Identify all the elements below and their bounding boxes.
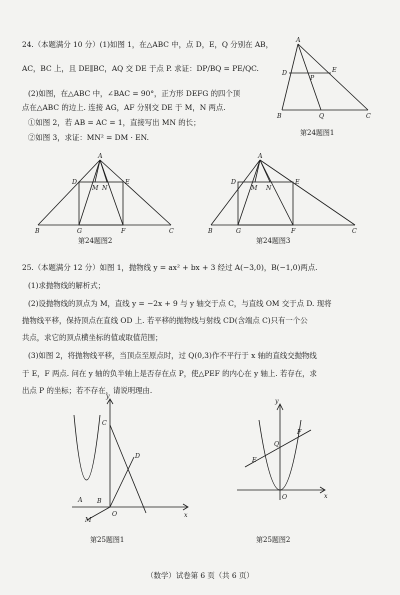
q24-line-5: ①如图 2，若 AB = AC = 1，直接写出 MN 的长； [28,118,201,127]
label-C: C [352,228,357,235]
fig24-1-diagram [276,37,376,120]
label-E: E [252,457,257,464]
q24-line-4: 点在△ABC 的边上. 连接 AG，AF 分别交 DE 于 M，N 两点. [22,103,226,112]
q24-line-3: (2)如图，在△ABC 中，∠BAC = 90°，正方形 DEFG 的四个顶 [28,89,241,98]
fig25-1-graph [70,395,190,525]
q25-line-7: 于 E，F 两点. 问在 y 轴的负半轴上是否存在点 P，使△PEF 的内心在 y 轴上. 若存在，求 [22,369,317,378]
label-B: B [97,498,102,505]
fig24-3-caption: 第24题图3 [256,237,291,245]
label-A: A [296,37,301,44]
label-E: E [332,67,337,74]
label-D: D [135,453,140,460]
label-A: A [78,497,83,504]
label-B: B [35,228,40,235]
label-y: y [275,398,279,405]
q25-line-8: 出点 P 的坐标；若不存在，请说明理由. [22,386,153,395]
label-B: B [277,113,282,120]
label-E: E [125,179,130,186]
label-M: M [92,185,99,192]
label-E: E [295,179,300,186]
fig24-3-diagram [208,153,358,235]
label-C: C [102,420,107,427]
label-D: D [231,179,236,186]
label-D: D [282,70,287,77]
q25-line-4: 抛物线平移，保持顶点在直线 OD 上. 若平移的抛物线与射线 CD(含端点 C)只有一个公 [22,316,308,325]
label-O: O [282,494,288,501]
label-F: F [291,228,296,235]
label-Q: Q [319,113,325,120]
fig24-2-diagram [35,153,185,235]
fig24-2-caption: 第24题图2 [78,237,113,245]
label-F: F [297,429,302,436]
label-x: x [184,512,188,519]
label-G: G [236,228,241,235]
label-F: F [121,228,126,235]
q24-line-1: 24.（本题满分 10 分）(1)如图 1，在△ABC 中，点 D，E，Q 分别在 AB， [22,40,273,49]
label-N: N [266,185,272,192]
fig25-2-graph [235,400,345,520]
label-x: x [324,493,328,500]
fig25-1-caption: 第25题图1 [90,536,125,544]
label-N: N [102,185,108,192]
label-D: D [72,179,77,186]
q24-line-6: ②如图 3，求证：MN² = DM · EN. [28,133,149,142]
label-A: A [258,153,263,160]
q25-line-6: (3)如图 2，将抛物线平移，当顶点至原点时，过 Q(0,3)作不平行于 x 轴的直线交抛物线 [28,351,317,360]
label-C: C [169,228,174,235]
q25-line-3: (2)设抛物线的顶点为 M，直线 y = −2x + 9 与 y 轴交于点 C，与直线 OM 交于点 D. 现将 [28,299,332,308]
q24-line-2: AC，BC 上，且 DE∥BC，AQ 交 DE 于点 P. 求证：DP/BQ = PE/QC. [22,64,259,73]
label-G: G [77,228,82,235]
q25-line-2: (1)求抛物线的解析式； [28,281,105,290]
label-B: B [208,228,213,235]
label-A: A [98,153,103,160]
label-M: M [251,185,258,192]
label-M: M [85,517,92,524]
label-Q: Q [274,441,280,448]
q25-line-1: 25.（本题满分 12 分）如图 1，抛物线 y = ax² + bx + 3 经过 A(−3,0)，B(−1,0)两点. [22,263,318,272]
fig24-1-caption: 第24题图1 [300,129,335,137]
label-C: C [366,113,371,120]
label-O: O [112,511,118,518]
q25-line-5: 共点，求它的顶点横坐标的值或取值范围； [22,333,163,342]
label-y: y [106,393,110,400]
page-footer: （数学）试卷第 6 页（共 6 页） [146,571,254,580]
label-P: P [310,75,315,82]
fig25-2-caption: 第25题图2 [256,536,291,544]
